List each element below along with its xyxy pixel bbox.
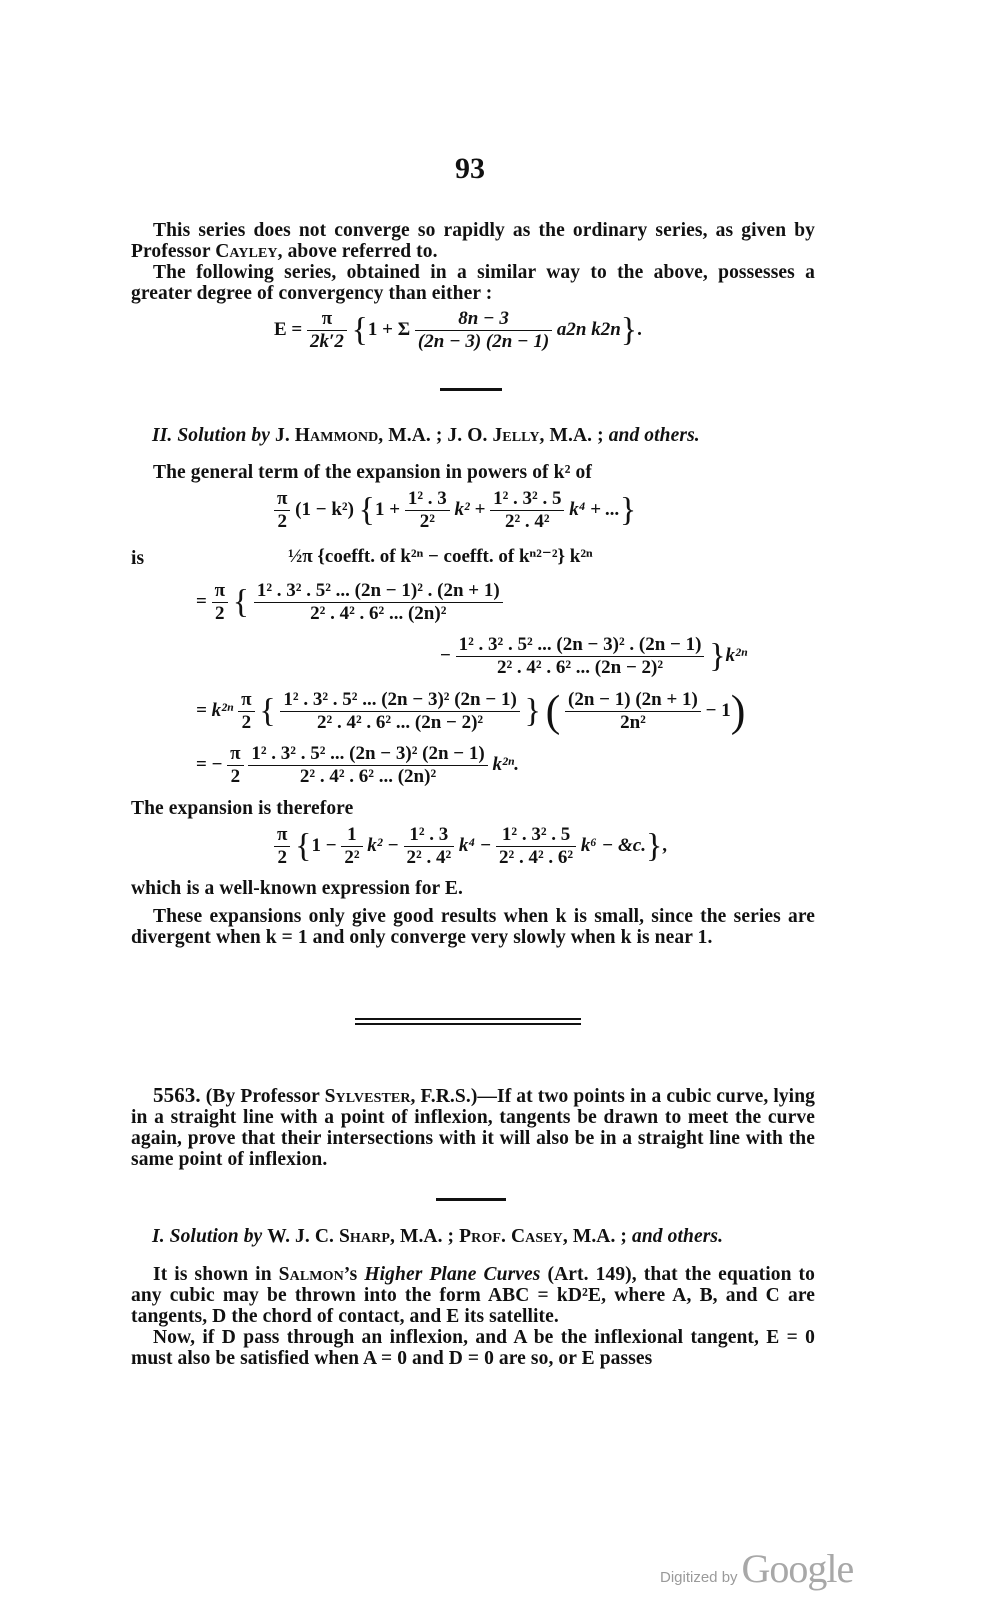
eq4-frac1 bbox=[254, 580, 503, 625]
eq5-frac2 bbox=[565, 689, 701, 734]
solution-1-label: I. Solution by bbox=[152, 1226, 263, 1247]
eq1-pi: π bbox=[307, 308, 347, 331]
eq7-t3: k⁶ − &c. bbox=[580, 834, 646, 856]
author-sylvester: Sylvester bbox=[324, 1086, 411, 1107]
solution-2-authors: J. Hammond, M.A. ; J. O. Jelly, M.A. ; bbox=[274, 425, 604, 446]
paragraph-salmon-a: It is shown in bbox=[153, 1264, 279, 1285]
eq5-d1: 2² . 4² . 6² ... (2n − 2)² bbox=[317, 712, 484, 733]
double-rule-top bbox=[355, 1018, 581, 1020]
eq7-one-minus: 1 − bbox=[311, 834, 337, 856]
paragraph-salmon-b: ’s bbox=[343, 1264, 365, 1285]
eq7-frac3 bbox=[496, 824, 576, 869]
eq7-n1: 1 bbox=[341, 824, 362, 847]
eq2-frac2 bbox=[490, 488, 564, 533]
eq5-lhs: = k²ⁿ bbox=[196, 699, 234, 721]
eq4-n1: 1² . 3² . 5² ... (2n − 1)² . (2n + 1) bbox=[254, 580, 503, 603]
eq4-n2: 1² . 3² . 5² ... (2n − 3)² . (2n − 1) bbox=[456, 634, 705, 657]
eq4-d2: 2² . 4² . 6² ... (2n − 2)² bbox=[496, 657, 664, 678]
eq2-pi: π bbox=[274, 488, 290, 511]
solution-2-header bbox=[152, 425, 812, 446]
equation-final-expansion: $\frac{\pi}{2}$ {1 − $\frac{1}{\text{2²}}$ k² − $\frac{\text{1² . 3}}{\text{2² . 4²}}$ k⁴ − $\frac{\text{1² . 3² . 5}}{\text{2² . 4² . 6²}}$ k⁶ − &c.}, bbox=[274, 824, 667, 869]
paragraph-following-series: The following series, obtained in a similar way to the above, possesses a greater degree of convergency than either : bbox=[131, 262, 815, 304]
eq7-pi-fraction bbox=[274, 824, 290, 869]
eq4-pi: π bbox=[212, 580, 228, 603]
eq1-den: (2n − 3) (2n − 1) bbox=[417, 331, 550, 352]
equation-step-2: = k²ⁿ $\frac{\pi}{2}$ { $\frac{\text{1² . 3² . 5² ... (2n − 3)² (2n − 1)}}{\text{2² . 4² . 6² ... (2n − 2)²}}$ } ( $\frac{(2n - 1) (2n + 1)}{\text{2n²}}$ − 1) bbox=[196, 686, 746, 736]
equation-step-1-cont: − $\frac{\text{1² . 3² . 5² ... (2n − 3)² . (2n − 1)}}{\text{2² . 4² . 6² ... (2n − 2)²}}$ }k²ⁿ bbox=[440, 634, 748, 678]
question-5563 bbox=[131, 1085, 815, 1170]
section-divider-1 bbox=[440, 388, 502, 391]
eq2-k2: k² + bbox=[454, 498, 486, 520]
eq6-k: k²ⁿ. bbox=[492, 753, 520, 775]
equation-step-3 bbox=[196, 743, 519, 788]
paragraph-salmon-c: (Art. 149), that the equation to any cubic may be thrown into the form ABC = kD²E, where A, B, and C are tangents, D the chord of contact, and E its satellite. bbox=[131, 1264, 815, 1327]
eq7-t1: k² − bbox=[367, 834, 399, 856]
eq5-pi: π bbox=[238, 689, 254, 712]
eq1-tail: a2n k2n bbox=[556, 318, 621, 340]
eq4-pi-fraction bbox=[212, 580, 228, 625]
solution-2-label: II. Solution by bbox=[152, 425, 270, 446]
eq4-minus: − bbox=[440, 644, 451, 666]
eq6-n1: 1² . 3² . 5² ... (2n − 3)² (2n − 1) bbox=[248, 743, 487, 766]
eq2-d2: 2² . 4² bbox=[504, 511, 550, 532]
eq1-num: 8n − 3 bbox=[415, 308, 552, 331]
paragraph-expansion-therefore: The expansion is therefore bbox=[131, 798, 354, 819]
paragraph-divergent: These expansions only give good results when k is small, since the series are divergent when k = 1 and only converge very slowly when k is near 1. bbox=[131, 906, 815, 948]
eq2-n1: 1² . 3 bbox=[405, 488, 450, 511]
paragraph-inflexion: Now, if D pass through an inflexion, and A be the inflexional tangent, E = 0 must also be satisfied when A = 0 and D = 0 are so, or E passes bbox=[131, 1327, 815, 1369]
equation-coefficient: ½π {coefft. of k²ⁿ − coefft. of kⁿ²⁻²} k²ⁿ bbox=[288, 546, 593, 567]
eq5-pi-fraction bbox=[238, 689, 254, 734]
paragraph-intro-a: This series does not converge so rapidly as the ordinary series, as given by Professor bbox=[131, 220, 815, 262]
solution-2-others: and others. bbox=[608, 425, 700, 446]
question-number: 5563. bbox=[153, 1083, 201, 1107]
question-5563-a: (By Professor bbox=[200, 1086, 325, 1107]
word-is: is bbox=[131, 548, 145, 569]
eq2-pi-fraction bbox=[274, 488, 290, 533]
eq7-pi: π bbox=[274, 824, 290, 847]
paragraph-intro bbox=[131, 220, 815, 262]
eq2-factor: (1 − k²) bbox=[295, 498, 354, 520]
author-salmon: Salmon bbox=[278, 1264, 344, 1285]
eq6-lhs: = − bbox=[196, 753, 223, 775]
eq2-n2: 1² . 3² . 5 bbox=[490, 488, 564, 511]
eq7-end: , bbox=[662, 834, 668, 856]
solution-1-authors: W. J. C. Sharp, M.A. ; Prof. Casey, M.A. ; bbox=[267, 1226, 628, 1247]
eq5-minus1: − 1 bbox=[705, 699, 731, 721]
eq7-d2: 2² . 4² bbox=[406, 847, 452, 868]
eq2-d1: 2² bbox=[419, 511, 435, 532]
section-divider-2 bbox=[436, 1198, 506, 1201]
solution-1-others: and others. bbox=[632, 1226, 724, 1247]
equation-step-1: = $\frac{\pi}{2}$ { $\frac{\text{1² . 3² . 5² ... (2n − 1)² . (2n + 1)}}{\text{2² . 4² . 6² ... (2n)²}}$ bbox=[196, 580, 503, 625]
author-cayley: Cayley bbox=[215, 241, 278, 262]
eq7-two: 2 bbox=[277, 847, 287, 868]
double-rule-bottom bbox=[355, 1023, 581, 1025]
eq4-d1: 2² . 4² . 6² ... (2n)² bbox=[310, 603, 447, 624]
eq7-d3: 2² . 4² . 6² bbox=[499, 847, 574, 868]
google-logo: Google bbox=[741, 1546, 854, 1591]
digitized-by-google-watermark bbox=[660, 1545, 853, 1592]
paragraph-intro-b: , above referred to. bbox=[277, 241, 438, 262]
equation-e-series: E = $\frac{\pi}{2k'2}$ {1 + Σ $\frac{8n - 3}{(2n - 3) (2n - 1)}$ a2n k2n}. bbox=[274, 308, 642, 352]
eq1-term-fraction bbox=[415, 308, 552, 353]
eq1-denom: 2k′2 bbox=[310, 331, 344, 352]
question-5563-b: , F.R.S.)—If at two points in a cubic curve, lying in a straight line with a point of inflexion, tangents be drawn to meet the curve again, prove that their intersections with it will also be in a straight line with the same point of inflexion. bbox=[131, 1086, 815, 1170]
eq7-d1: 2² bbox=[344, 847, 360, 868]
eq6-frac1 bbox=[248, 743, 487, 788]
eq2-one-plus: 1 + bbox=[375, 498, 401, 520]
eq7-n2: 1² . 3 bbox=[404, 824, 455, 847]
paragraph-general-term: The general term of the expansion in powers of k² of bbox=[153, 462, 592, 483]
page-number: 93 bbox=[455, 152, 485, 185]
eq5-d2: 2n² bbox=[620, 712, 646, 733]
eq4-eq: = bbox=[196, 590, 207, 612]
eq2-frac1 bbox=[405, 488, 450, 533]
eq7-t2: k⁴ − bbox=[458, 834, 492, 856]
eq4-two: 2 bbox=[215, 603, 225, 624]
digitized-by-text: Digitized by bbox=[660, 1569, 738, 1586]
eq6-d1: 2² . 4² . 6² ... (2n)² bbox=[299, 766, 437, 787]
eq6-pi-fraction bbox=[227, 743, 243, 788]
paragraph-well-known: which is a well-known expression for E. bbox=[131, 878, 464, 899]
eq5-n1: 1² . 3² . 5² ... (2n − 3)² (2n − 1) bbox=[280, 689, 519, 712]
solution-1-header bbox=[152, 1226, 812, 1247]
eq5-frac1 bbox=[280, 689, 519, 734]
eq6-pi: π bbox=[227, 743, 243, 766]
eq2-k4: k⁴ + ... bbox=[569, 498, 620, 520]
eq5-n2: (2n − 1) (2n + 1) bbox=[565, 689, 701, 712]
eq5-two: 2 bbox=[241, 712, 252, 733]
eq2-two: 2 bbox=[277, 511, 287, 532]
eq7-frac1 bbox=[341, 824, 362, 869]
eq7-n3: 1² . 3² . 5 bbox=[496, 824, 576, 847]
paragraph-salmon bbox=[131, 1264, 815, 1327]
eq7-frac2 bbox=[404, 824, 455, 869]
eq1-end: . bbox=[637, 318, 642, 340]
eq1-pi-fraction bbox=[307, 308, 347, 353]
eq4-frac2 bbox=[456, 634, 705, 679]
book-title: Higher Plane Curves bbox=[364, 1264, 541, 1285]
equation-expansion-2: $\frac{\pi}{2}$ (1 − k²) {1 + $\frac{\text{1² . 3}}{\text{2²}}$ k² + $\frac{\text{1² . 3² . 5}}{\text{2² . 4²}}$ k⁴ + ...} bbox=[274, 488, 636, 533]
eq4-k: k²ⁿ bbox=[725, 644, 748, 666]
eq6-two: 2 bbox=[230, 766, 241, 787]
eq1-lhs: E = bbox=[274, 318, 303, 340]
eq1-one-plus-sigma: 1 + Σ bbox=[367, 318, 411, 340]
